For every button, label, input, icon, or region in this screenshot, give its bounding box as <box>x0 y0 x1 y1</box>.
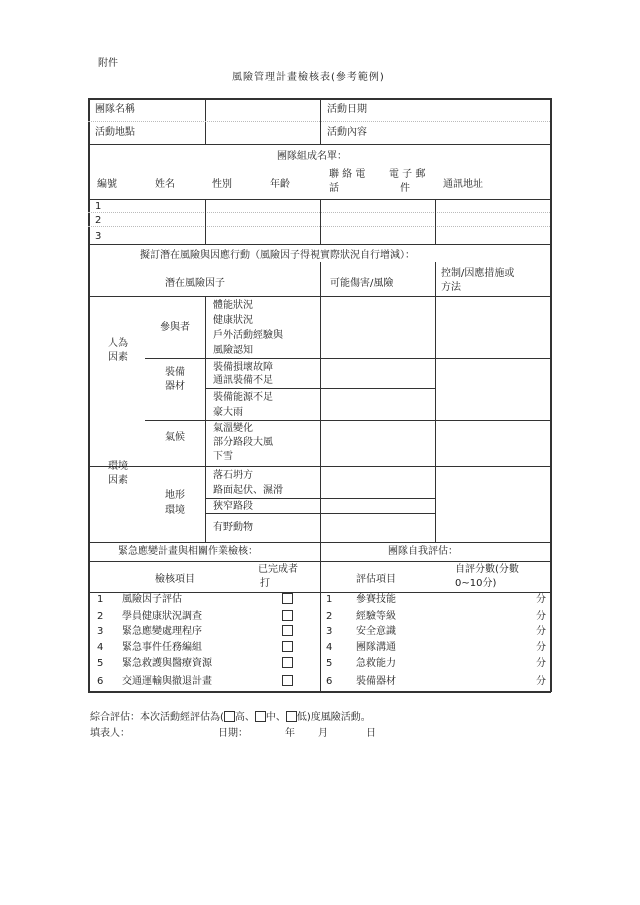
risk-col-harm: 可能傷害/風險 <box>330 278 394 289</box>
roster-col-gender: 性別 <box>212 179 232 190</box>
checklist-col-score-2: 0~10分) <box>455 578 497 589</box>
risk-item: 戶外活動經驗與 <box>213 330 283 341</box>
check-item-checkbox[interactable] <box>282 593 293 604</box>
risk-item: 通訊裝備不足 <box>213 375 273 386</box>
eval-item-label: 裝備器材 <box>356 676 396 687</box>
risk-col-control-2: 方法 <box>441 282 461 293</box>
risk-col-factor: 潛在風險因子 <box>165 278 225 289</box>
date-month: 月 <box>318 728 328 739</box>
eval-item-unit: 分 <box>536 676 546 687</box>
check-item-no: 5 <box>97 658 104 669</box>
roster-col-email: 電 子 郵 <box>389 169 426 180</box>
roster-row-no: 1 <box>95 201 102 212</box>
roster-title: 團隊組成名單： <box>277 151 347 162</box>
eval-item-no: 2 <box>326 611 333 622</box>
check-item-label: 緊急應變處理程序 <box>122 626 202 637</box>
env-factor-label-2: 因素 <box>108 475 128 486</box>
eval-item-label: 參賽技能 <box>356 594 396 605</box>
weather-label: 氣候 <box>165 432 185 443</box>
eval-item-unit: 分 <box>536 642 546 653</box>
risk-item: 風險認知 <box>213 345 253 356</box>
check-item-checkbox[interactable] <box>282 625 293 636</box>
checklist-col-eval: 評估項目 <box>356 574 396 585</box>
activity-location-label: 活動地點 <box>95 127 135 138</box>
check-item-checkbox[interactable] <box>282 657 293 668</box>
check-item-label: 交通運輸與撤退計畫 <box>122 676 212 687</box>
annex-label: 附件 <box>98 58 118 69</box>
risk-col-control: 控制/因應措施或 <box>441 268 515 279</box>
risk-high-label: 高、 <box>234 712 255 723</box>
eval-item-label: 團隊溝通 <box>356 642 396 653</box>
check-item-no: 2 <box>97 611 104 622</box>
risk-item: 下雪 <box>213 451 233 462</box>
env-factor-label: 環境 <box>108 461 128 472</box>
eval-item-no: 5 <box>326 658 333 669</box>
check-item-checkbox[interactable] <box>282 675 293 686</box>
eval-item-no: 3 <box>326 626 333 637</box>
risk-high-checkbox[interactable] <box>224 711 235 722</box>
checklist-col-score: 自評分數(分數 <box>455 564 519 575</box>
risk-item: 路面起伏、濕滑 <box>213 485 283 496</box>
risk-item: 健康狀況 <box>213 315 253 326</box>
check-item-no: 1 <box>97 594 104 605</box>
roster-col-address: 通訊地址 <box>443 179 483 190</box>
risk-low-checkbox[interactable] <box>286 711 297 722</box>
risk-item: 部分路段大風 <box>213 437 273 448</box>
roster-col-no: 編號 <box>97 179 117 190</box>
roster-row-no: 3 <box>95 231 102 242</box>
roster-col-email-2: 件 <box>400 183 410 194</box>
check-item-label: 風險因子評估 <box>122 594 182 605</box>
risk-item: 體能狀況 <box>213 300 253 311</box>
risk-mid-label: 中、 <box>265 712 286 723</box>
eval-item-label: 急救能力 <box>356 658 396 669</box>
risk-item: 落石坍方 <box>213 470 253 481</box>
eval-item-unit: 分 <box>536 611 546 622</box>
checklist-right-title: 團隊自我評估： <box>388 546 458 557</box>
eval-item-label: 經驗等級 <box>356 611 396 622</box>
checklist-col-done-2: 打 <box>260 578 270 589</box>
risk-mid-checkbox[interactable] <box>255 711 266 722</box>
date-day: 日 <box>366 728 376 739</box>
team-name-label: 團隊名稱 <box>95 104 135 115</box>
risk-item: 狹窄路段 <box>213 501 253 512</box>
assessment-prefix: 綜合評估：本次活動經評估為( <box>90 712 224 723</box>
check-item-label: 緊急救護與醫療資源 <box>122 658 212 669</box>
eval-item-label: 安全意識 <box>356 626 396 637</box>
risk-item: 裝備能源不足 <box>213 392 273 403</box>
filler-label: 填表人： <box>90 728 130 739</box>
check-item-checkbox[interactable] <box>282 610 293 621</box>
terrain-label: 地形 <box>165 490 185 501</box>
roster-col-name: 姓名 <box>155 179 175 190</box>
date-year: 年 <box>285 728 295 739</box>
roster-col-contact: 聯 絡 電 <box>329 169 366 180</box>
equipment-label: 裝備 <box>165 367 185 378</box>
date-label: 日期： <box>218 728 248 739</box>
roster-col-age: 年齡 <box>270 179 290 190</box>
eval-item-unit: 分 <box>536 626 546 637</box>
check-item-label: 緊急事件任務編組 <box>122 642 202 653</box>
risk-item: 豪大雨 <box>213 407 243 418</box>
eval-item-unit: 分 <box>536 658 546 669</box>
equipment-label-2: 器材 <box>165 381 185 392</box>
check-item-no: 4 <box>97 642 104 653</box>
participants-label: 參與者 <box>160 322 190 333</box>
human-factor-label: 人為 <box>108 338 128 349</box>
checklist-col-done: 已完成者 <box>258 564 298 575</box>
risk-item: 裝備損壞故障 <box>213 362 273 373</box>
risk-item: 有野動物 <box>213 522 253 533</box>
eval-item-no: 4 <box>326 642 333 653</box>
check-item-checkbox[interactable] <box>282 641 293 652</box>
check-item-label: 學員健康狀況調查 <box>122 611 202 622</box>
form-title: 風險管理計畫檢核表(參考範例) <box>232 72 385 83</box>
activity-period-label: 活動日期 <box>327 104 367 115</box>
terrain-label-2: 環境 <box>165 505 185 516</box>
checklist-left-title: 緊急應變計畫與相關作業檢核： <box>118 546 258 557</box>
activity-content-label: 活動內容 <box>327 127 367 138</box>
checklist-col-item: 檢核項目 <box>155 574 195 585</box>
risk-title: 擬訂潛在風險與因應行動（風險因子得視實際狀況自行增減）： <box>140 250 415 261</box>
check-item-no: 6 <box>97 676 104 687</box>
risk-low-label: 低)度風險活動。 <box>296 712 371 723</box>
eval-item-unit: 分 <box>536 594 546 605</box>
roster-col-contact-2: 話 <box>329 183 339 194</box>
eval-item-no: 6 <box>326 676 333 687</box>
risk-item: 氣溫變化 <box>213 423 253 434</box>
human-factor-label-2: 因素 <box>108 352 128 363</box>
check-item-no: 3 <box>97 626 104 637</box>
eval-item-no: 1 <box>326 594 333 605</box>
overall-assessment <box>90 711 371 725</box>
roster-row-no: 2 <box>95 215 102 226</box>
